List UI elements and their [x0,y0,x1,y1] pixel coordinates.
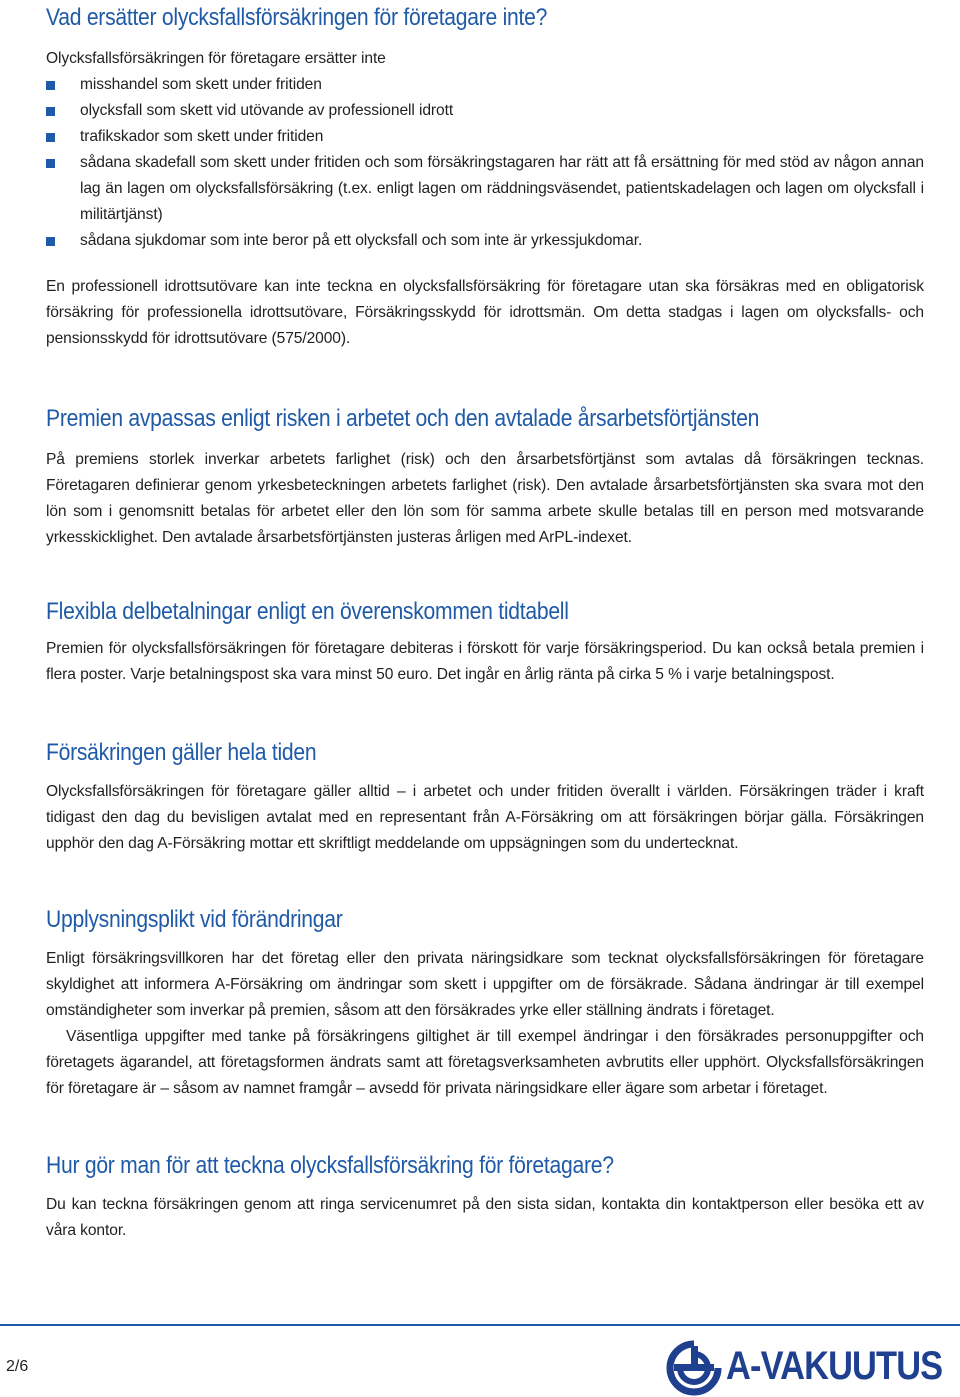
section-installments [46,597,924,688]
section-disclosure-heading: Upplysningsplikt vid förändringar [46,906,343,933]
list-item: sådana sjukdomar som inte beror på ett olycksfall och som inte är yrkessjukdomar. [46,228,924,254]
premium-paragraph: På premiens storlek inverkar arbetets farlighet (risk) och den årsarbetsförtjänst som avtalas då försäkringen tecknas. Företagaren definierar genom yrkesbeteckningen arbetets farlighet (risk). Den avtalade årsarbetsförtjänsten ska svara mot den lön som i genomsnitt betalas för arbetet eller den lön som för samma arbete skulle betalas till en person med motsvarande yrkesskicklighet. Den avtalade årsarbetsförtjänsten justeras årligen med ArPL-indexet. [46,451,924,546]
disclosure-paragraph-1: Enligt försäkringsvillkoren har det företag eller den privata näringsidkare som tecknat olycksfallsförsäkringen för företagare skyldighet att informera A-Försäkring om ändringar som skett i uppgifter om de försäkrade. Sådana ändringar är till exempel omständigheter som inverkar på premien, såsom att den försäkrades yrke eller ställning ändrats i företaget. [46,950,924,1019]
exclusions-list [46,72,924,254]
footer-divider [0,1324,960,1326]
list-item: sådana skadefall som skett under fritiden och som försäkringstagaren har rätt att få ersättning för med stöd av någon annan lag än lagen om olycksfallsförsäkring (t.ex. enligt lagen om räddningsväsendet, patientskadelagen och lagen om olycksfall i militärtjänst) [46,150,924,228]
howto-paragraph: Du kan teckna försäkringen genom att ringa servicenumret på den sista sidan, kontakta din kontaktperson eller besöka ett av våra kontor. [46,1196,924,1239]
section-validity [46,738,924,857]
page-number: 2/6 [6,1358,29,1375]
section-premium [46,404,924,551]
section-installments-heading: Flexibla delbetalningar enligt en överenskommen tidtabell [46,598,569,625]
bullet-icon [46,159,55,168]
bullet-icon [46,107,55,116]
a-vakuutus-emblem-icon [666,1340,722,1396]
list-item: misshandel som skett under fritiden [46,72,924,98]
disclosure-paragraph-2: Väsentliga uppgifter med tanke på försäkringens giltighet är till exempel ändringar i den försäkrades personuppgifter och företagets ägarandel, att företagsformen ändrats samt att företagsverksamheten avbrutits eller upphört. Olycksfallsförsäkringen för företagare är – såsom av namnet framgår – avsedd för privata näringsidkare eller ägare som arbetar i företaget. [46,1028,924,1097]
a-vakuutus-logo [666,1340,946,1397]
logo-wordmark: A-VAKUUTUS [726,1344,943,1388]
exclusions-intro: Olycksfallsförsäkringen för företagare ersätter inte [46,50,386,67]
bullet-icon [46,133,55,142]
validity-paragraph: Olycksfallsförsäkringen för företagare gäller alltid – i arbetet och under fritiden överallt i världen. Försäkringen träder i kraft tidigast den dag du bevisligen avtalat med en representant från A-Försäkring om att försäkringen börjar gälla. Försäkringen upphör den dag A-Försäkring mottar ett skriftligt meddelande om uppsägningen som du undertecknat. [46,783,924,852]
exclusions-paragraph: En professionell idrottsutövare kan inte teckna en olycksfallsförsäkring för företagare utan ska försäkras med en obligatorisk försäkring för professionella idrottsutövare, Försäkringsskydd för idrottsmän. Om detta stadgas i lagen om olycksfalls- och pensionsskydd för idrottsutövare (575/2000). [46,278,924,347]
section-exclusions-body [46,46,924,352]
installments-paragraph: Premien för olycksfallsförsäkringen för företagare debiteras i förskott för varje försäkringsperiod. Du kan också betala premien i flera poster. Varje betalningspost ska vara minst 50 euro. Det ingår en årlig ränta på cirka 5 % i varje betalningspost. [46,640,924,683]
section-exclusions-heading: Vad ersätter olycksfallsförsäkringen för företagare inte? [46,4,548,31]
section-howto-heading: Hur gör man för att teckna olycksfallsförsäkring för företagare? [46,1152,614,1179]
section-disclosure [46,905,924,1102]
list-item: trafikskador som skett under fritiden [46,124,924,150]
bullet-icon [46,81,55,90]
section-validity-heading: Försäkringen gäller hela tiden [46,739,317,766]
list-item: olycksfall som skett vid utövande av professionell idrott [46,98,924,124]
bullet-icon [46,237,55,246]
section-howto [46,1151,924,1244]
section-premium-heading: Premien avpassas enligt risken i arbetet och den avtalade årsarbetsförtjänsten [46,405,760,432]
